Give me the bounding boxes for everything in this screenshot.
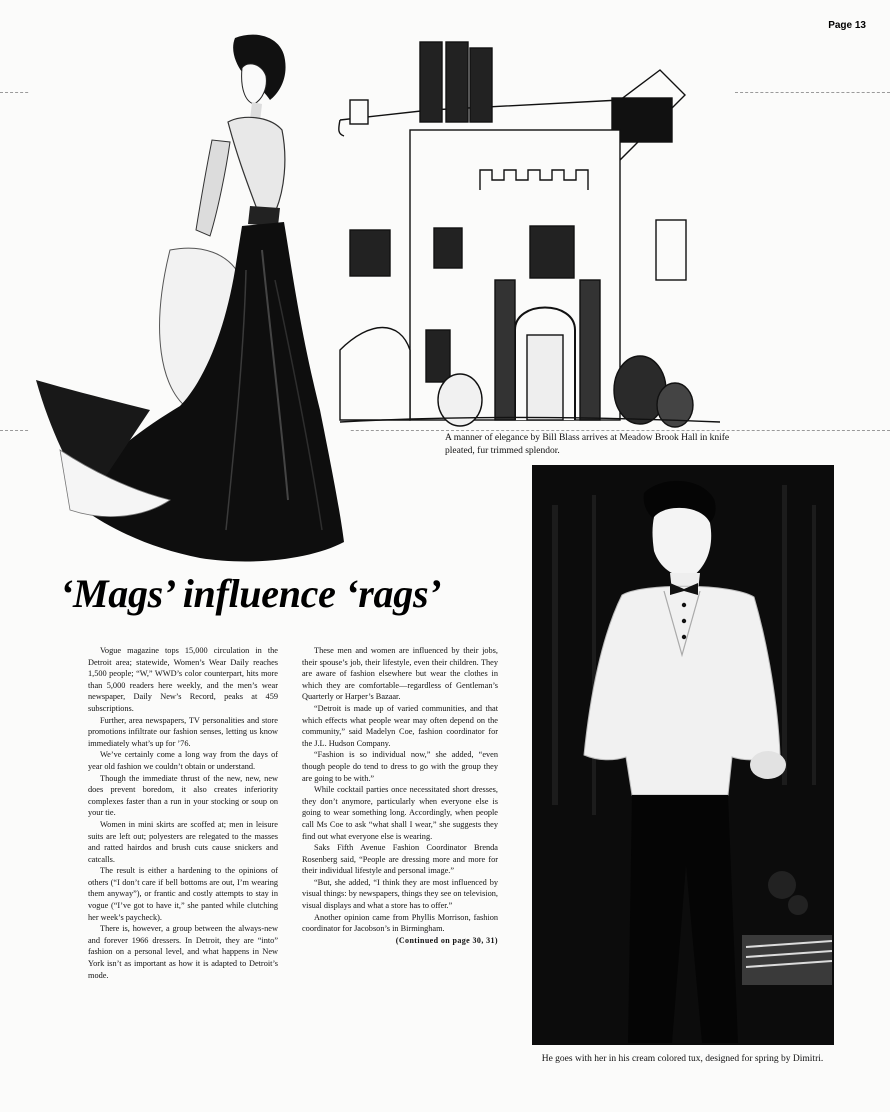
column-1-paragraph: There is, however, a group between the always-new and forever 1966 dressers. In Detroit, they are “into” fashion on a personal level, and what happens in New York isn’t as important as how it is adapted to Detroit’s mode. [88, 924, 278, 980]
column-2-paragraph: Another opinion came from Phyllis Morrison, fashion coordinator for Jacobson’s in Birmingham. [302, 912, 498, 934]
column-2-paragraph: “But, she added, “I think they are most influenced by visual things: by newspapers, things they see on television, visual displays and what a store has to offer.” [302, 877, 498, 911]
continued-on-page-note: (Continued on page 30, 31) [395, 935, 498, 945]
man-in-tux-image [532, 465, 834, 1045]
page-number: Page 13 [828, 20, 866, 31]
column-2-paragraph: “Fashion is so individual now,” she added, “even though people do tend to dress to go with the group they are going to be with.” [302, 750, 498, 783]
column-1-paragraph: The result is either a hardening to the opinions of others (“I don’t care if bell bottoms are out, I’m wearing them anyway”), or frantic and costly attempts to stay in vogue (“I’ve got to have it,” she panted while clutching her week’s paycheck). [88, 866, 278, 922]
column-1-paragraph: Further, area newspapers, TV personalities and store promotions infiltrate our fashion senses, letting us know immediately what’s up for ’76. [88, 715, 278, 748]
house-illustration-caption: A manner of elegance by Bill Blass arrives at Meadow Brook Hall in knife pleated, fur trimmed splendor. [445, 433, 730, 456]
mansion-drawing-image [330, 30, 725, 430]
column-2-paragraph: Saks Fifth Avenue Fashion Coordinator Brenda Rosenberg said, “People are dressing more and more for their individual lifestyle and personal image.” [302, 843, 498, 876]
gown-figure-image [30, 30, 350, 570]
column-2-paragraph: These men and women are influenced by their jobs, their spouse’s job, their lifestyle, even their children. They are aware of fashion elsewhere but wear the clothes in which they are comfortable—regardless of Gentleman’s Quarterly or Harper’s Bazaar. [302, 646, 498, 702]
column-1-paragraph: We’ve certainly come a long way from the days of year old fashion we couldn’t obtain or understand. [88, 750, 278, 771]
article-column-1 [88, 645, 278, 981]
scan-line-top-right [735, 92, 890, 93]
column-1-paragraph: Women in mini skirts are scoffed at; men in leisure suits are left out; polyesters are relegated to the masses and ratted hairdos and brush cuts cause snickers and catcalls. [88, 819, 278, 864]
article-column-2 [302, 645, 498, 946]
column-1-paragraph: Vogue magazine tops 15,000 circulation in the Detroit area; statewide, Women’s Wear Daily reaches 1,500 people; “W,” WWD’s color counterpart, hits more than 5,000 readers here weekly, and the men’s wear newspaper, Daily New’s Record, peaks at 459 subscriptions. [88, 646, 278, 713]
tux-photo-caption: He goes with her in his cream colored tux, designed for spring by Dimitri. [541, 1054, 824, 1064]
tux-photo [532, 465, 834, 1045]
column-2-paragraph: “Detroit is made up of varied communities, and that which effects what people wear may often depend on the community,” said Madelyn Coe, fashion coordinator for the J.L. Hudson Company. [302, 703, 498, 748]
fashion-illustration [30, 30, 350, 570]
meadow-brook-hall-illustration [330, 30, 725, 430]
article-headline: ‘Mags’ influence ‘rags’ [60, 571, 442, 616]
column-1-paragraph: Though the immediate thrust of the new, new, new does prevent boredom, it also creates inferiority complexes faster than a run in your stocking or soup on your tie. [88, 773, 278, 818]
column-2-paragraph: While cocktail parties once necessitated short dresses, they don’t anymore, particularly when everyone else is going to wear something long. Accordingly, when people call Ms Coe to ask “what shall I wear,” she suggests they find out what everyone else is wearing. [302, 785, 498, 841]
